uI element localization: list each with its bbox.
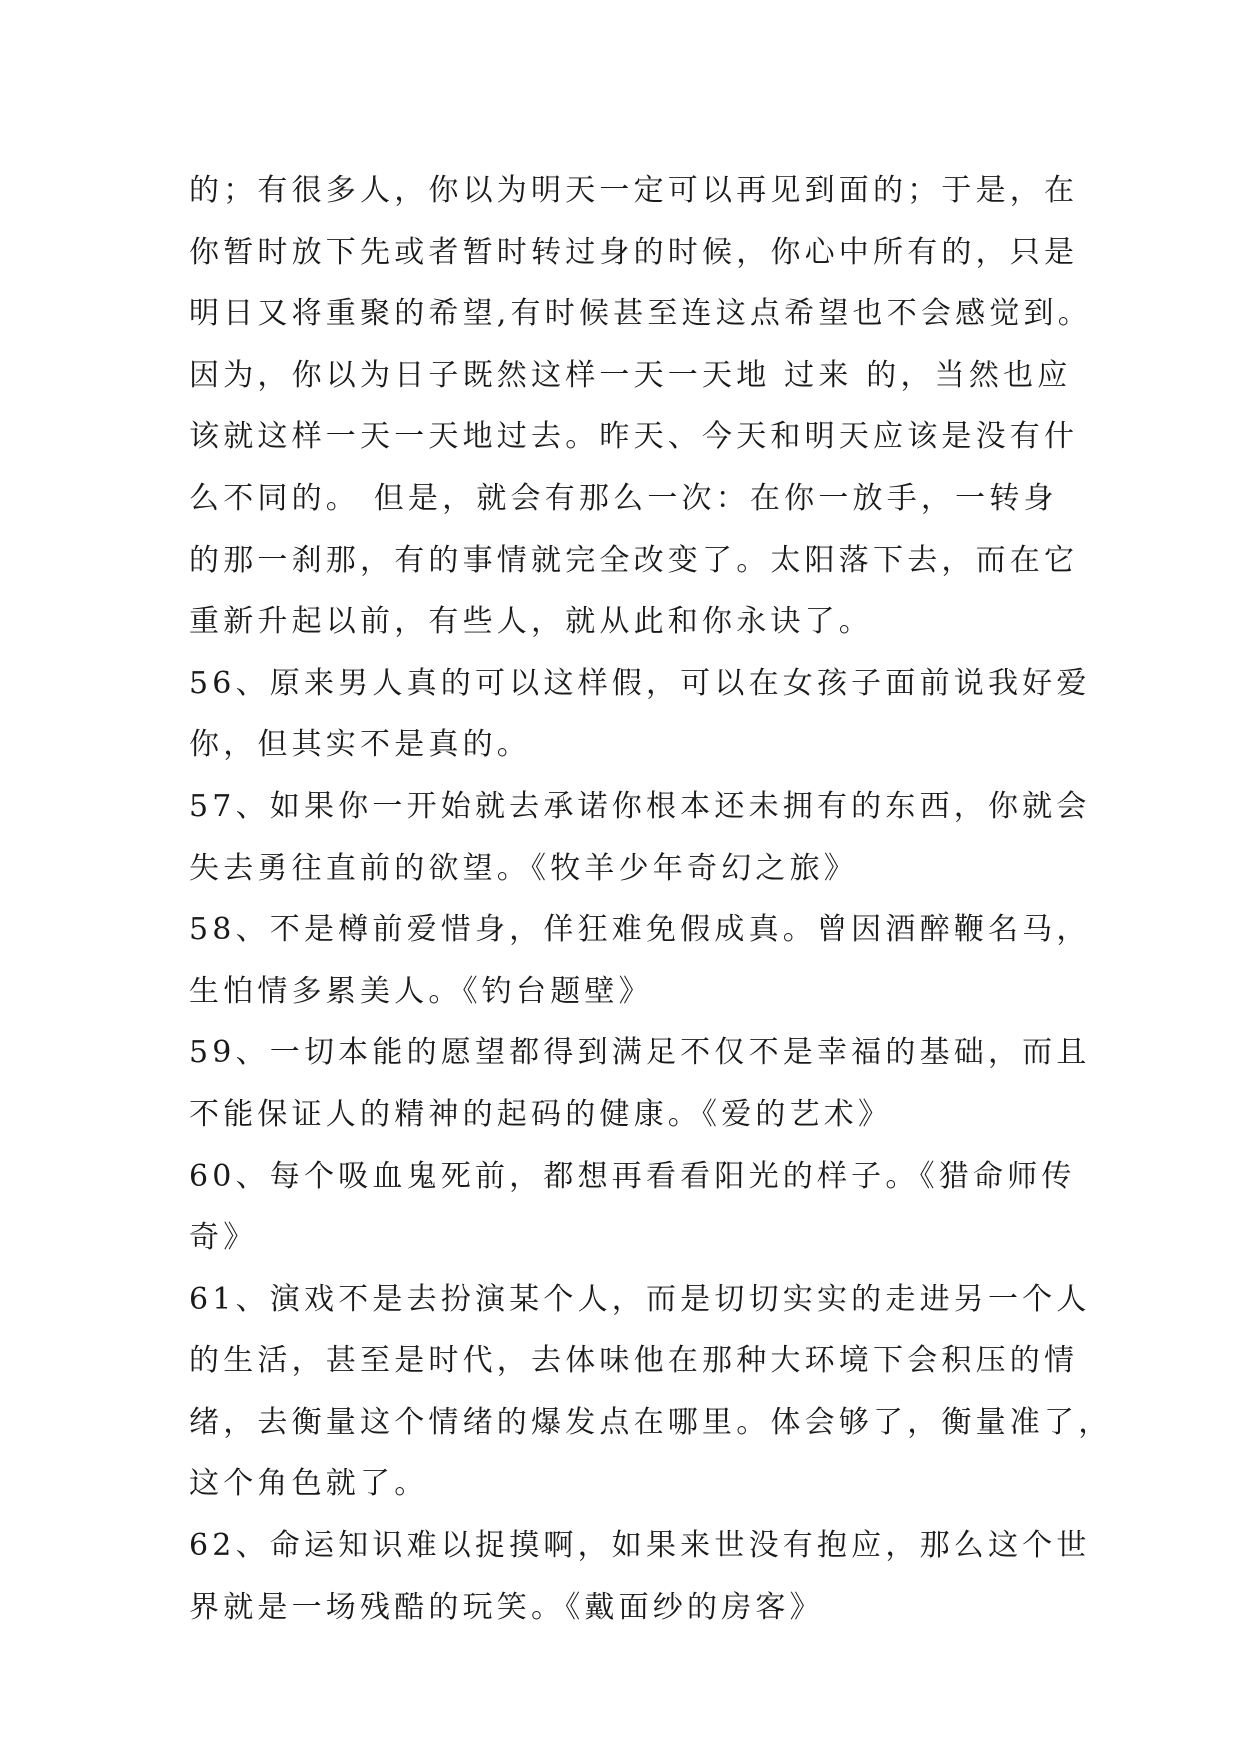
- quote-58-line: 生怕情多累美人。《钓台题壁》: [189, 973, 653, 1009]
- text-line: 明日又将重聚的希望,有时候甚至连这点希望也不会感觉到。: [189, 296, 1092, 332]
- quote-61-line: 绪，去衡量这个情绪的爆发点在哪里。体会够了，衡量准了，: [189, 1404, 1113, 1440]
- quote-61-line: 这个角色就了。: [189, 1466, 429, 1502]
- text-line: 你暂时放下先或者暂时转过身的时候，你心中所有的，只是: [189, 234, 1079, 270]
- quote-57-line: 57、如果你一开始就去承诺你根本还未拥有的东西，你就会: [189, 788, 1091, 824]
- text-line: 的那一刹那，有的事情就完全改变了。太阳落下去，而在它: [189, 542, 1079, 578]
- quote-59-line: 59、一切本能的愿望都得到满足不仅不是幸福的基础，而且: [189, 1035, 1091, 1071]
- quote-59-line: 不能保证人的精神的起码的健康。《爱的艺术》: [189, 1096, 893, 1132]
- text-line: 么不同的。 但是，就会有那么一次：在你一放手，一转身: [189, 480, 1058, 516]
- quote-57-line: 失去勇往直前的欲望。《牧羊少年奇幻之旅》: [189, 850, 858, 886]
- quote-62-line: 62、命运知识难以捉摸啊，如果来世没有抱应，那么这个世: [189, 1528, 1091, 1564]
- text-line: 的；有很多人，你以为明天一定可以再见到面的；于是，在: [189, 173, 1079, 208]
- quote-56-line: 56、原来男人真的可以这样假，可以在女孩子面前说我好爱: [189, 665, 1091, 701]
- quote-60-line: 60、每个吸血鬼死前，都想再看看阳光的样子。《猎命师传: [189, 1158, 1076, 1194]
- quote-61-line: 61、演戏不是去扮演某个人，而是切切实实的走进另一个人: [189, 1281, 1091, 1317]
- text-line: 因为，你以为日子既然这样一天一天地 过来 的，当然也应: [189, 357, 1072, 393]
- quote-62-line: 界就是一场残酷的玩笑。《戴面纱的房客》: [189, 1589, 824, 1625]
- quote-58-line: 58、不是樽前爱惜身，佯狂难免假成真。曾因酒醉鞭名马，: [189, 912, 1091, 948]
- text-line: 重新升起以前，有些人，就从此和你永诀了。: [189, 604, 873, 640]
- quote-61-line: 的生活，甚至是时代，去体味他在那种大环境下会积压的情: [189, 1343, 1079, 1379]
- document-body: [189, 160, 1113, 1638]
- text-line: 该就这样一天一天地过去。昨天、今天和明天应该是没有什: [189, 419, 1079, 455]
- quote-56-line: 你，但其实不是真的。: [189, 727, 531, 763]
- quote-60-line: 奇》: [189, 1220, 258, 1256]
